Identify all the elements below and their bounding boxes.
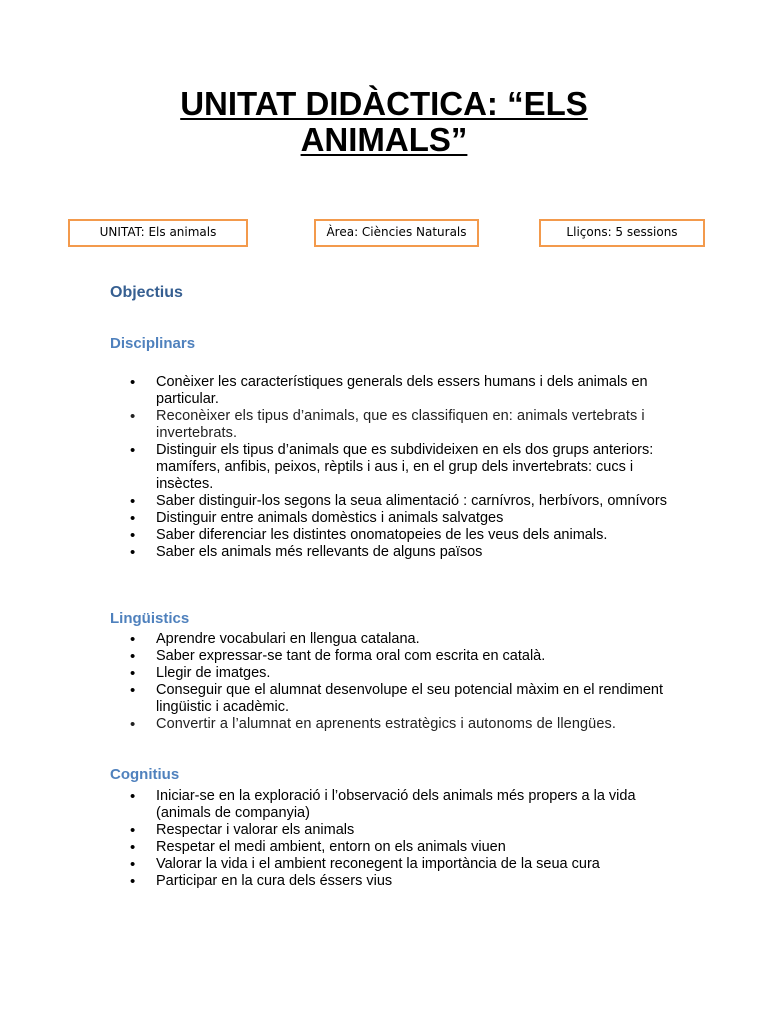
list-item: • Iniciar-se en la exploració i l’observació dels animals més propers a la vida (animals de companyia) xyxy=(0,788,768,822)
list-item: • Distinguir els tipus d’animals que es subdivideixen en els dos grups anteriors: mamífers, anfibis, peixos, rèptils i aus i, en el grup dels invertebrats: cucs i insèctes. xyxy=(0,442,768,493)
list-item: • Saber distinguir-los segons la seua alimentació : carnívros, herbívors, omnívors xyxy=(0,493,768,510)
page-title-line-2: ANIMALS” xyxy=(300,121,468,158)
list-item: • Conèixer les característiques generals dels essers humans i dels animals en particular. xyxy=(0,374,768,408)
list-item: • Saber diferenciar les distintes onomatopeies de les veus dels animals. xyxy=(0,527,768,544)
info-box-area: Àrea: Ciències Naturals xyxy=(314,219,479,247)
list-item: • Reconèixer els tipus d’animals, que es classifiquen en: animals vertebrats i invertebrats. xyxy=(0,408,768,442)
page-title-line-1: UNITAT DIDÀCTICA: “ELS xyxy=(180,85,588,122)
list-item: • Convertir a l’alumnat en aprenents estratègics i autonoms de llengües. xyxy=(0,716,768,733)
linguistics-list xyxy=(0,631,768,733)
info-box-llicons: Lliçons: 5 sessions xyxy=(539,219,705,247)
list-item: • Respectar i valorar els animals xyxy=(0,822,768,839)
list-item: • Aprendre vocabulari en llengua catalana. xyxy=(0,631,768,648)
objectius-heading: Objectius xyxy=(110,284,183,301)
linguistics-heading: Lingüistics xyxy=(110,610,190,627)
list-item: • Distinguir entre animals domèstics i animals salvatges xyxy=(0,510,768,527)
page-title xyxy=(0,86,768,158)
list-item: • Conseguir que el alumnat desenvolupe el seu potencial màxim en el rendiment lingüistic i acadèmic. xyxy=(0,682,768,716)
list-item: • Respetar el medi ambient, entorn on els animals viuen xyxy=(0,839,768,856)
list-item: • Participar en la cura dels éssers vius xyxy=(0,873,768,890)
cognitius-heading: Cognitius xyxy=(110,766,180,783)
list-item: • Valorar la vida i el ambient reconegent la importància de la seua cura xyxy=(0,856,768,873)
list-item: • Saber els animals més rellevants de alguns països xyxy=(0,544,768,561)
disciplinars-heading: Disciplinars xyxy=(110,335,196,352)
list-item: • Llegir de imatges. xyxy=(0,665,768,682)
info-box-unitat: UNITAT: Els animals xyxy=(68,219,248,247)
list-item: • Saber expressar-se tant de forma oral com escrita en català. xyxy=(0,648,768,665)
cognitius-list xyxy=(0,788,768,890)
disciplinars-list xyxy=(0,374,768,561)
